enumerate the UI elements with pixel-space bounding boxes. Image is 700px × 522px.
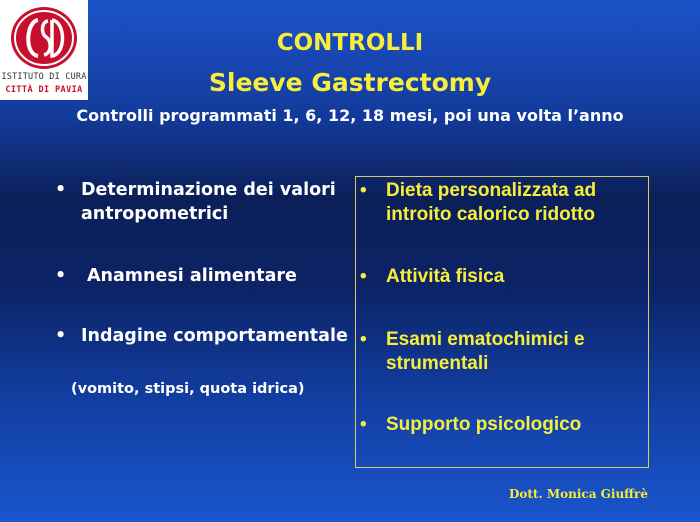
list-item-text: Attività fisica [386,266,505,287]
list-item-text: Esami ematochimici e strumentali [386,329,585,374]
bullet-icon: • [360,180,367,201]
bullet-icon: • [360,329,367,350]
bullet-icon: • [360,266,367,287]
bullet-icon: • [55,266,67,286]
list-item-note: (vomito, stipsi, quota idrica) [71,381,305,397]
author-signature: Dott. Monica Giuffrè [508,487,648,501]
slide-title-procedure: Sleeve Gastrectomy [208,68,492,97]
logo-text-institute: ISTITUTO DI CURA [1,72,87,82]
list-item [55,178,376,226]
list-item [360,328,648,376]
list-item-text: Supporto psicologico [386,414,582,435]
list-item [55,264,376,288]
list-item-text: Dieta personalizzata ad introito calorico ridotto [386,180,597,225]
list-item [360,413,648,437]
list-item-text: Indagine comportamentale [81,326,348,346]
list-item [55,324,376,348]
logo-text-city: CITTÀ DI PAVIA [5,85,83,95]
right-bullet-box [355,176,649,468]
bullet-icon: • [360,414,367,435]
list-item-text: Determinazione dei valori antropometrici [81,180,336,224]
slide-subtitle: Controlli programmati 1, 6, 12, 18 mesi, poi una volta l’anno [76,106,624,125]
bullet-icon: • [55,180,67,200]
list-item-text: Anamnesi alimentare [87,266,297,286]
list-item [360,179,648,227]
bullet-icon: • [55,326,67,346]
list-item [360,265,648,289]
slide-title: CONTROLLI [276,30,424,56]
